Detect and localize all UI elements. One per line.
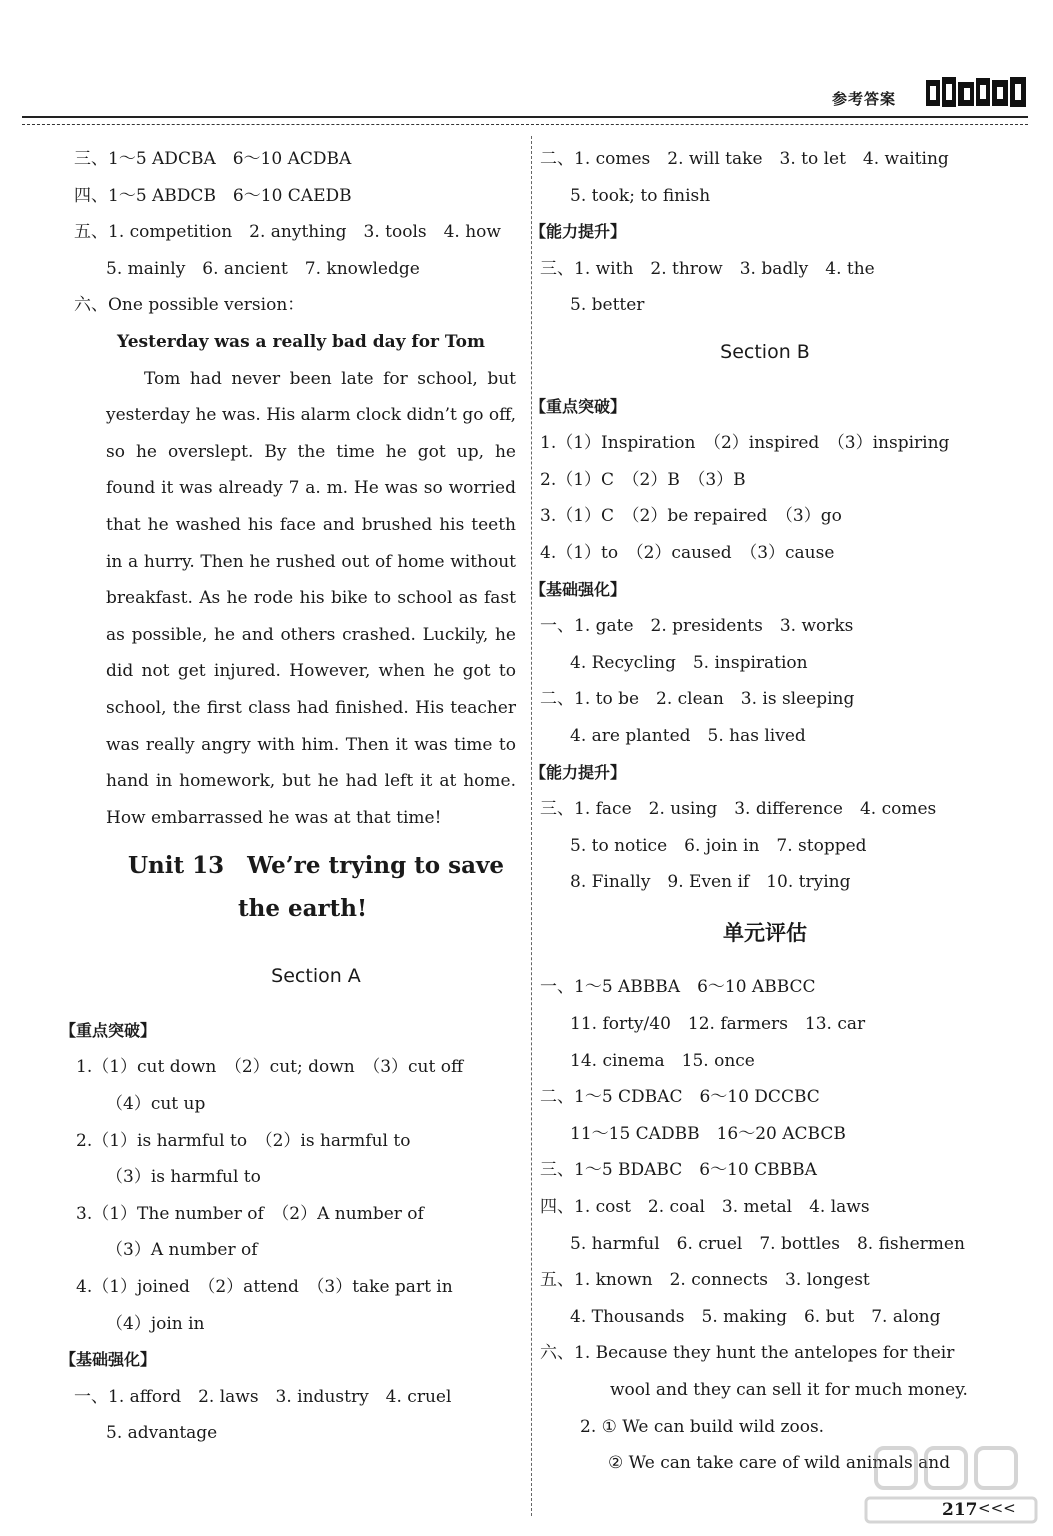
answer-line: 五、1. competition 2. anything 3. tools 4. how: [74, 222, 501, 243]
page-number: 217: [942, 1500, 978, 1520]
column-divider: [531, 136, 532, 1516]
answer-line: （4）join in: [106, 1313, 205, 1334]
answer-line: 六、1. Because they hunt the antelopes for their: [540, 1343, 955, 1364]
subsection-heading: 【基础强化】: [530, 579, 627, 599]
answer-line: 二、1～5 CDBAC 6～10 DCCBC: [540, 1087, 820, 1108]
header-label: 参考答案: [832, 90, 897, 108]
answer-line: 5. better: [570, 295, 645, 316]
answer-line: 4.（1）to （2）caused （3）cause: [540, 542, 835, 563]
answer-line: 5. harmful 6. cruel 7. bottles 8. fishermen: [570, 1233, 965, 1254]
answer-line: 4. are planted 5. has lived: [570, 725, 806, 746]
answer-line: 三、1. with 2. throw 3. badly 4. the: [540, 258, 875, 279]
answer-line: 5. to notice 6. join in 7. stopped: [570, 835, 867, 856]
answer-line: 4. Recycling 5. inspiration: [570, 652, 808, 673]
answer-line: 5. advantage: [106, 1423, 218, 1444]
answer-line: 2.（1）is harmful to （2）is harmful to: [76, 1130, 411, 1151]
subsection-heading: 【能力提升】: [530, 762, 627, 782]
answer-line: 一、1. afford 2. laws 3. industry 4. cruel: [74, 1386, 452, 1407]
page-arrows-icon: <<<: [978, 1499, 1016, 1517]
answer-line: 一、1. gate 2. presidents 3. works: [540, 616, 854, 637]
answer-line: 二、1. comes 2. will take 3. to let 4. waiting: [540, 149, 949, 169]
answer-line: 四、1～5 ABDCB 6～10 CAEDB: [74, 185, 352, 206]
answer-line: （3）A number of: [106, 1240, 258, 1261]
answer-line: 三、1～5 ADCBA 6～10 ACDBA: [74, 149, 352, 169]
subsection-heading: 【重点突破】: [60, 1020, 157, 1040]
answer-line: （3）is harmful to: [106, 1167, 261, 1188]
answer-line: 5. took; to finish: [570, 185, 711, 206]
section-a-heading: Section A: [271, 965, 361, 988]
answer-line: 六、One possible version：: [74, 295, 305, 316]
unit-evaluation-heading: 单元评估: [723, 920, 807, 945]
answer-line: 11. forty/40 12. farmers 13. car: [570, 1014, 866, 1035]
answer-line: 1.（1）cut down （2）cut; down （3）cut off: [76, 1057, 464, 1078]
answer-line: 5. mainly 6. ancient 7. knowledge: [106, 258, 420, 279]
answer-line: 四、1. cost 2. coal 3. metal 4. laws: [540, 1197, 870, 1218]
subsection-heading: 【基础强化】: [60, 1350, 157, 1370]
answer-line: 14. cinema 15. once: [570, 1050, 755, 1071]
answer-line: 4.（1）joined （2）attend （3）take part in: [76, 1277, 453, 1298]
answer-line: 五、1. known 2. connects 3. longest: [540, 1270, 870, 1291]
series-logo-icon: [924, 74, 1028, 112]
subsection-heading: 【能力提升】: [530, 222, 627, 242]
page-header: [0, 0, 1053, 130]
left-column: [60, 141, 516, 1452]
unit-title-line-2: the earth!: [238, 895, 368, 923]
answer-line: 2. ① We can build wild zoos.: [580, 1416, 825, 1437]
answer-line: 8. Finally 9. Even if 10. trying: [570, 872, 851, 893]
answer-line: 4. Thousands 5. making 6. but 7. along: [570, 1306, 941, 1327]
answer-line: 二、1. to be 2. clean 3. is sleeping: [540, 689, 855, 710]
unit-title: [76, 844, 516, 930]
section-b-heading: Section B: [720, 340, 810, 363]
answer-line: 三、1. face 2. using 3. difference 4. comes: [540, 799, 937, 820]
answer-line: 3.（1）C （2）be repaired （3）go: [540, 506, 842, 527]
answer-line: ② We can take care of wild animals and: [608, 1453, 951, 1474]
header-dashed-rule: [22, 124, 1028, 125]
unit-title-line-1: Unit 13 We’re trying to save: [128, 852, 504, 880]
answer-line: 1.（1）Inspiration （2）inspired （3）inspiring: [540, 433, 950, 454]
essay-body: [76, 361, 516, 837]
header-rule: [22, 116, 1028, 118]
answer-line: 3.（1）The number of （2）A number of: [76, 1203, 424, 1224]
answer-line: 一、1～5 ABBBA 6～10 ABBCC: [540, 977, 816, 998]
answer-line: 三、1～5 BDABC 6～10 CBBBA: [540, 1160, 817, 1181]
answer-line: 2.（1）C （2）B （3）B: [540, 469, 746, 490]
answer-line: wool and they can sell it for much money.: [610, 1380, 968, 1400]
answer-line: （4）cut up: [106, 1094, 206, 1115]
subsection-heading: 【重点突破】: [530, 396, 627, 416]
right-column: [530, 141, 990, 1482]
answer-line: 11～15 CADBB 16～20 ACBCB: [570, 1123, 846, 1144]
essay-paragraph: Tom had never been late for school, but yesterday he was. His alarm clock didn’t go off, so he overslept. By the time he got up, he found it was already 7 a. m. He was so worried that he washed his face and brushed his teeth in a hurry. Then he rushed out of home without breakfast. As he rode his bike to school as fast as possible, he and others crashed. Luckily, he did not get injured. However, when he got to school, the first class had finished. His teacher was really angry with him. Then it was time to hand in homework, but he had left it at home. How embarrassed he was at that time!: [106, 368, 516, 828]
essay-title: Yesterday was a really bad day for Tom: [117, 331, 485, 352]
